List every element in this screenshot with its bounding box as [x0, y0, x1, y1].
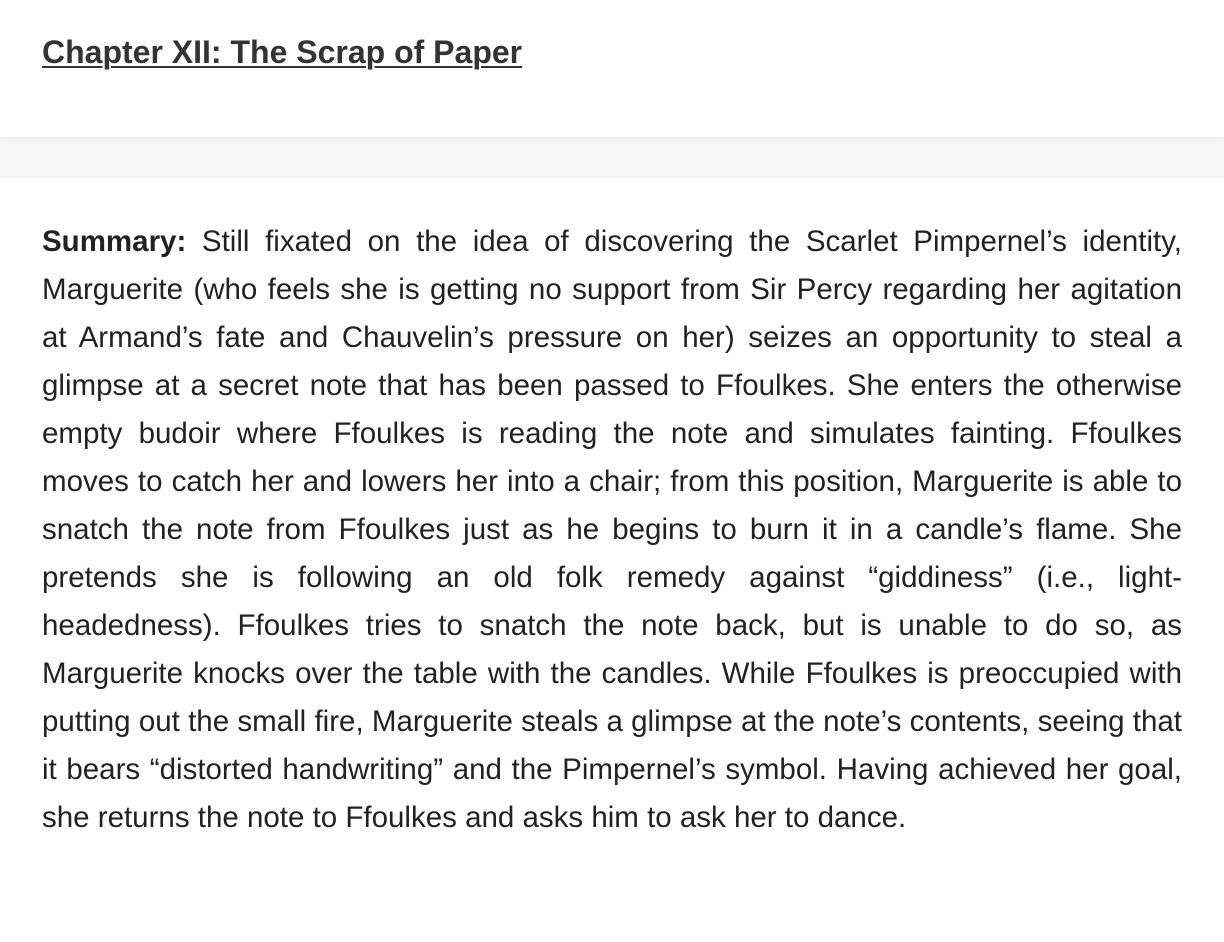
summary-card [0, 178, 1224, 942]
summary-label: Summary: [42, 225, 187, 258]
summary-paragraph [42, 218, 1182, 842]
chapter-heading[interactable]: Chapter XII: The Scrap of Paper [42, 34, 523, 70]
chapter-title-card [0, 0, 1224, 137]
summary-body: Still fixated on the idea of discovering the Scarlet Pimpernel’s identity, Marguerite (who feels she is getting no support from Sir Percy regarding her agitation at Armand’s fate and Chauvelin’s pressure on her) seizes an opportunity to steal a glimpse at a secret note that has been passed to Ffoulkes. She enters the otherwise empty budoir where Ffoulkes is reading the note and simulates fainting. Ffoulkes moves to catch her and lowers her into a chair; from this position, Marguerite is able to snatch the note from Ffoulkes just as he begins to burn it in a candle’s flame. She pretends she is following an old folk remedy against “giddiness” (i.e., light-headedness). Ffoulkes tries to snatch the note back, but is unable to do so, as Marguerite knocks over the table with the candles. While Ffoulkes is preoccupied with putting out the small fire, Marguerite steals a glimpse at the note’s contents, seeing that it bears “distorted handwriting” and the Pimpernel’s symbol. Having achieved her goal, she returns the note to Ffoulkes and asks him to ask her to dance. [42, 225, 1182, 834]
